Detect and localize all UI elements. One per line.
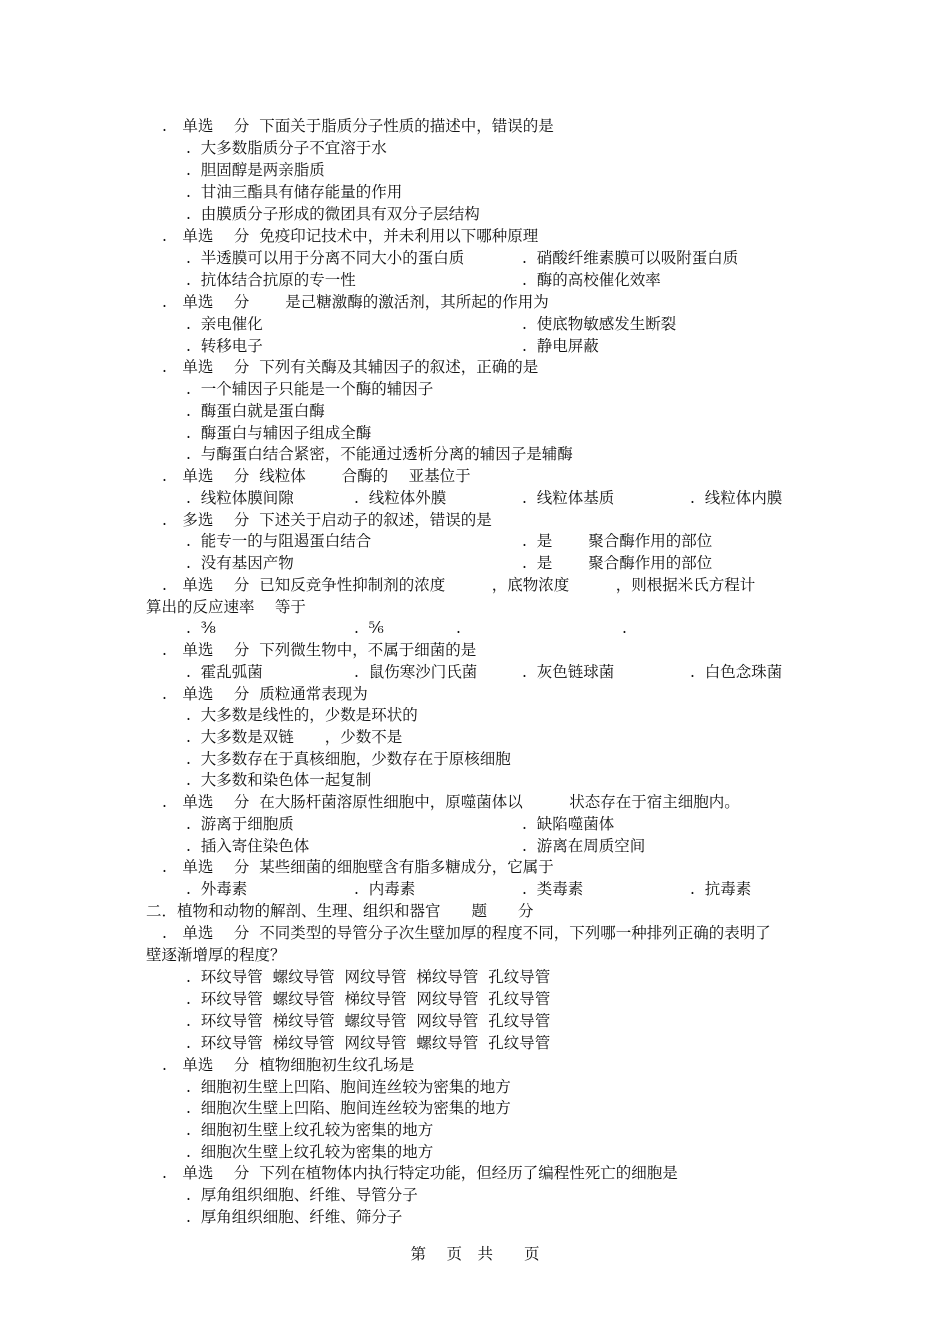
option-row [0, 422, 950, 444]
option-row [0, 181, 950, 203]
option-row [0, 247, 950, 269]
option-row [0, 1141, 950, 1163]
option: . ⅚ [354, 619, 384, 637]
question-stem-continued: 算出的反应速率 等于 [146, 598, 306, 616]
question-11 [0, 856, 950, 878]
question-stem: . 单选 分 在大肠杆菌溶原性细胞中，原噬菌体以 状态存在于宿主细胞内。 [162, 793, 740, 811]
option: . 酶的高校催化效率 [522, 271, 661, 289]
option: . 细胞次生壁上纹孔较为密集的地方 [186, 1143, 434, 1161]
option: . 环纹导管 梯纹导管 螺纹导管 网纹导管 孔纹导管 [186, 1012, 551, 1030]
option-row [0, 748, 950, 770]
question-10 [0, 791, 950, 813]
option-row [0, 617, 950, 639]
option: . 抗毒素 [690, 880, 752, 898]
option: . 鼠伤寒沙门氏菌 [354, 663, 478, 681]
option: . 静电屏蔽 [522, 337, 599, 355]
option-row [0, 813, 950, 835]
option-row [0, 269, 950, 291]
question-stem: . 单选 分 下列在植物体内执行特定功能，但经历了编程性死亡的细胞是 [162, 1164, 678, 1182]
option: . 酶蛋白与辅因子组成全酶 [186, 424, 372, 442]
question-stem: . 单选 分 某些细菌的细胞壁含有脂多糖成分，它属于 [162, 858, 554, 876]
option-row [0, 335, 950, 357]
option: . 游离于细胞质 [186, 815, 294, 833]
option: . 类毒素 [522, 880, 584, 898]
option: . 细胞初生壁上凹陷、胞间连丝较为密集的地方 [186, 1078, 511, 1096]
option: . 缺陷噬菌体 [522, 815, 615, 833]
option: . 环纹导管 梯纹导管 网纹导管 螺纹导管 孔纹导管 [186, 1034, 551, 1052]
option-row [0, 988, 950, 1010]
option: . 线粒体外膜 [354, 489, 447, 507]
question-stem: . 单选 分 线粒体 合酶的 亚基位于 [162, 467, 471, 485]
option-row [0, 878, 950, 900]
question-6 [0, 509, 950, 531]
option: . 白色念珠菌 [690, 663, 783, 681]
option-row [0, 530, 950, 552]
section-heading [0, 900, 950, 922]
option: . 插入寄住染色体 [186, 837, 310, 855]
option: . 能专一的与阻遏蛋白结合 [186, 532, 372, 550]
option: . 使底物敏感发生断裂 [522, 315, 677, 333]
option: . 灰色链球菌 [522, 663, 615, 681]
option: . 是 聚合酶作用的部位 [522, 554, 713, 572]
question-stem: . 单选 分 不同类型的导管分子次生壁加厚的程度不同，下列哪一种排列正确的表明了 [162, 924, 771, 942]
option: . 线粒体基质 [522, 489, 615, 507]
question-stem-continued: 壁逐渐增厚的程度？ [146, 946, 286, 964]
option-row [0, 1097, 950, 1119]
option-row [0, 1119, 950, 1141]
question-stem: . 单选 分 下列有关酶及其辅因子的叙述，正确的是 [162, 358, 539, 376]
option: . 没有基因产物 [186, 554, 294, 572]
option-row [0, 1010, 950, 1032]
option: . 大多数脂质分子不宜溶于水 [186, 139, 387, 157]
question-stem: . 单选 分 已知反竞争性抑制剂的浓度 ，底物浓度 ，则根据米氏方程计 [162, 576, 756, 594]
question-1 [0, 115, 950, 137]
option: . 由膜质分子形成的微团具有双分子层结构 [186, 205, 480, 223]
option: . 游离在周质空间 [522, 837, 646, 855]
option: . 抗体结合抗原的专一性 [186, 271, 356, 289]
option-row [0, 1206, 950, 1228]
option-row [0, 1076, 950, 1098]
option: . 大多数存在于真核细胞，少数存在于原核细胞 [186, 750, 511, 768]
option: . 大多数和染色体一起复制 [186, 771, 372, 789]
question-s2-3 [0, 1162, 950, 1184]
option-row [0, 661, 950, 683]
question-9 [0, 683, 950, 705]
option-row [0, 137, 950, 159]
option: . 内毒素 [354, 880, 416, 898]
question-stem: . 单选 分 免疫印记技术中，并未利用以下哪种原理 [162, 227, 539, 245]
option: . 厚角组织细胞、纤维、筛分子 [186, 1208, 403, 1226]
question-7 [0, 574, 950, 596]
question-3 [0, 291, 950, 313]
option: . [456, 619, 461, 637]
option-row [0, 443, 950, 465]
question-stem: . 单选 分 是己糖激酶的激活剂，其所起的作用为 [162, 293, 549, 311]
option: . 半透膜可以用于分离不同大小的蛋白质 [186, 249, 465, 267]
option-row [0, 726, 950, 748]
option: . 线粒体内膜 [690, 489, 783, 507]
option: . 霍乱弧菌 [186, 663, 263, 681]
page-footer: 第 页 共 页 [410, 1245, 540, 1263]
option-row [0, 159, 950, 181]
option: . 环纹导管 螺纹导管 网纹导管 梯纹导管 孔纹导管 [186, 968, 551, 986]
question-stem: . 单选 分 下列微生物中，不属于细菌的是 [162, 641, 477, 659]
question-stem: . 单选 分 质粒通常表现为 [162, 685, 368, 703]
option-row [0, 1184, 950, 1206]
option: . 亲电催化 [186, 315, 263, 333]
question-stem: . 单选 分 下面关于脂质分子性质的描述中，错误的是 [162, 117, 554, 135]
option: . 大多数是双链 ，少数不是 [186, 728, 403, 746]
option-row [0, 769, 950, 791]
option: . 转移电子 [186, 337, 263, 355]
option: . 细胞初生壁上纹孔较为密集的地方 [186, 1121, 434, 1139]
option-row [0, 378, 950, 400]
option: . 酶蛋白就是蛋白酶 [186, 402, 325, 420]
option: . 细胞次生壁上凹陷、胞间连丝较为密集的地方 [186, 1099, 511, 1117]
option: . 是 聚合酶作用的部位 [522, 532, 713, 550]
option: . 外毒素 [186, 880, 248, 898]
section-title: 二．植物和动物的解剖、生理、组织和器官 题 分 [146, 902, 534, 920]
option: . 甘油三酯具有储存能量的作用 [186, 183, 403, 201]
option: . 环纹导管 螺纹导管 梯纹导管 网纹导管 孔纹导管 [186, 990, 551, 1008]
question-7-continued [0, 596, 950, 618]
option: . 线粒体膜间隙 [186, 489, 294, 507]
option-row [0, 552, 950, 574]
option-row [0, 400, 950, 422]
option: . 厚角组织细胞、纤维、导管分子 [186, 1186, 418, 1204]
question-s2-2 [0, 1054, 950, 1076]
option-row [0, 487, 950, 509]
option-row [0, 1032, 950, 1054]
option: . 与酶蛋白结合紧密，不能通过透析分离的辅因子是辅酶 [186, 445, 573, 463]
option-row [0, 313, 950, 335]
question-5 [0, 465, 950, 487]
question-stem: . 单选 分 植物细胞初生纹孔场是 [162, 1056, 415, 1074]
option-row [0, 203, 950, 225]
option: . 大多数是线性的，少数是环状的 [186, 706, 418, 724]
option: . 胆固醇是两亲脂质 [186, 161, 325, 179]
question-s2-1-continued [0, 944, 950, 966]
question-stem: . 多选 分 下述关于启动子的叙述，错误的是 [162, 511, 492, 529]
option: . 硝酸纤维素膜可以吸附蛋白质 [522, 249, 739, 267]
question-s2-1 [0, 922, 950, 944]
option-row [0, 704, 950, 726]
option-row [0, 835, 950, 857]
option: . ⅜ [186, 619, 216, 637]
question-4 [0, 356, 950, 378]
question-8 [0, 639, 950, 661]
option: . [622, 619, 627, 637]
option: . 一个辅因子只能是一个酶的辅因子 [186, 380, 434, 398]
question-2 [0, 225, 950, 247]
option-row [0, 966, 950, 988]
